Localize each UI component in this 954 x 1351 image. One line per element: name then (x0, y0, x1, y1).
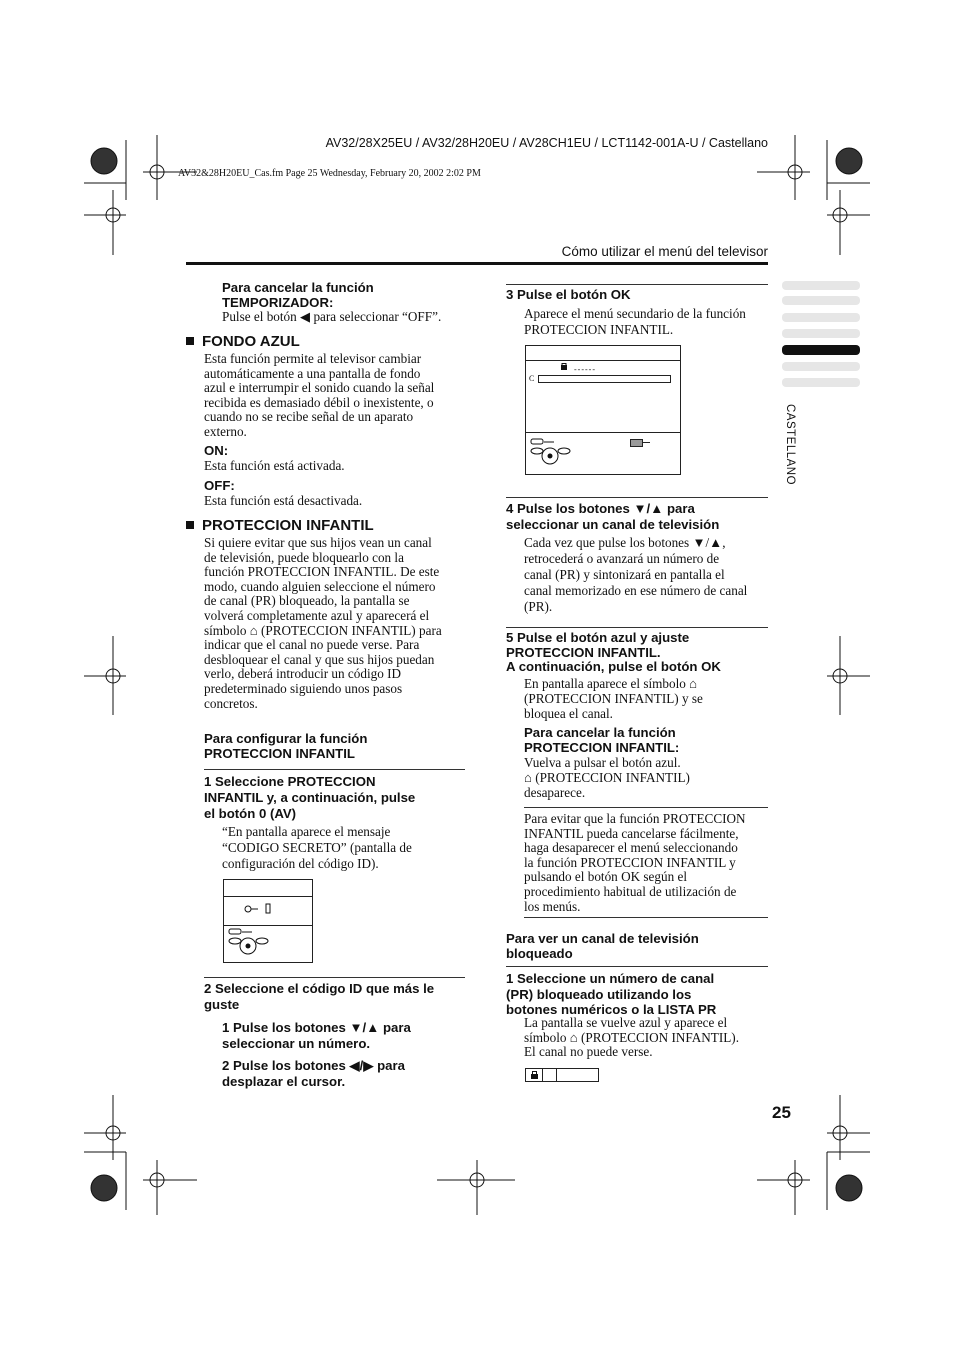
divider (204, 977, 465, 978)
view-step1-text: La pantalla se vuelve azul y aparece el símbolo ⌂ (PROTECCION INFANTIL). El canal no puede verse. (524, 1015, 739, 1060)
fondo-azul-title: FONDO AZUL (202, 333, 300, 350)
pr-dashes: ------ (574, 365, 596, 374)
divider (506, 497, 768, 498)
off-text: Esta función está desactivada. (204, 493, 363, 508)
step4-title: 4 Pulse los botones ▼/▲ para seleccionar un canal de televisión (506, 501, 720, 532)
code-id-screen (223, 879, 313, 963)
side-tab (782, 281, 860, 290)
step2-sub2: 2 Pulse los botones ◀/▶ para desplazar el cursor. (222, 1058, 405, 1089)
side-tab (782, 362, 860, 371)
proteccion-title: PROTECCION INFANTIL (202, 517, 374, 534)
remote-control-icon (530, 438, 574, 468)
divider (204, 769, 465, 770)
remote-control-icon (228, 928, 272, 958)
cancel-timer-title: Para cancelar la función TEMPORIZADOR: (222, 280, 374, 310)
proteccion-text: Si quiere evitar que sus hijos vean un canal de televisión, puede bloquearlo con la función PROTECCION INFANTIL. De este modo, cuando alguien seleccione el número de canal (PR) bloqueado, la pantalla se volverá completamente azul y aparecerá el símbolo ⌂ (PROTECCION INFANTIL) para indicar que el canal no puede verse. Para desbloquear el canal y que sus hijos puedan verlo, deberá introducir un código ID predeterminado siguiendo unos pasos concretos. (204, 535, 442, 711)
row-letter: C (529, 374, 535, 383)
side-tab (782, 296, 860, 305)
cancel-prot-title: Para cancelar la función PROTECCION INFANTIL: (524, 725, 680, 755)
selection-bar (538, 375, 671, 383)
step2-sub1: 1 Pulse los botones ▼/▲ para seleccionar un número. (222, 1020, 411, 1051)
on-text: Esta función está activada. (204, 458, 345, 473)
bullet-square-icon (186, 337, 194, 345)
view-step1-title: 1 Seleccione un número de canal (PR) bloqueado utilizando los botones numéricos o la LISTA PR (506, 971, 717, 1017)
page-number: 25 (772, 1103, 791, 1122)
blue-button-icon (630, 439, 643, 447)
step3-text: Aparece el menú secundario de la función PROTECCION INFANTIL. (524, 306, 746, 337)
side-tab (782, 378, 860, 387)
divider (524, 917, 768, 918)
note-text: Para evitar que la función PROTECCION INFANTIL pueda cancelarse fácilmente, haga desaparecer el menú seleccionando la función PROTECCION INFANTIL y pulsando el botón OK según el procedimiento habitual de utilización de los menús. (524, 811, 746, 914)
divider (506, 284, 768, 285)
step4-text: Cada vez que pulse los botones ▼/▲, retrocederá o avanzará un número de canal (PR) y sintonizará en pantalla el canal memorizado en ese número de canal (PR). (524, 535, 748, 614)
key-icon (244, 902, 284, 916)
off-label: OFF: (204, 478, 235, 493)
file-info: AV32&28H20EU_Cas.fm Page 25 Wednesday, February 20, 2002 2:02 PM (178, 168, 481, 179)
cancel-timer-text: Pulse el botón ◀ para seleccionar “OFF”. (222, 309, 442, 324)
divider (506, 966, 768, 967)
side-tab (782, 313, 860, 322)
step5-text: En pantalla aparece el símbolo ⌂ (PROTECCION INFANTIL) y se bloquea el canal. (524, 676, 703, 721)
step5-title: 5 Pulse el botón azul y ajuste PROTECCION INFANTIL. A continuación, pulse el botón OK (506, 630, 721, 675)
config-title: Para configurar la función PROTECCION INFANTIL (204, 731, 368, 761)
divider (506, 627, 768, 628)
locked-channel-indicator (525, 1068, 599, 1082)
proteccion-heading (186, 517, 374, 534)
step1-text: “En pantalla aparece el mensaje “CODIGO SECRETO” (pantalla de configuración del código ID). (222, 824, 412, 871)
on-label: ON: (204, 443, 229, 458)
step3-title: 3 Pulse el botón OK (506, 287, 631, 302)
model-header: AV32/28X25EU / AV32/28H20EU / AV28CH1EU / LCT1142-001A-U / Castellano (325, 136, 768, 150)
side-tab (782, 329, 860, 338)
header-rule (186, 262, 768, 265)
bullet-square-icon (186, 521, 194, 529)
submenu-screen (525, 345, 681, 475)
fondo-azul-heading (186, 333, 300, 350)
language-label: CASTELLANO (784, 404, 796, 486)
divider (524, 807, 768, 808)
step2-title: 2 Seleccione el código ID que más le guste (204, 981, 435, 1012)
lock-icon (560, 362, 568, 371)
fondo-azul-text: Esta función permite al televisor cambiar automáticamente a una pantalla de fondo azul e interrumpir el sonido cuando la señal recibida es demasiado débil o inexistente, o cuando no se recibe señal de un aparato externo. (204, 351, 435, 439)
lock-icon (530, 1070, 539, 1080)
view-title: Para ver un canal de televisión bloqueado (506, 931, 699, 961)
step1-title: 1 Seleccione PROTECCION INFANTIL y, a continuación, pulse el botón 0 (AV) (204, 774, 416, 821)
section-title: Cómo utilizar el menú del televisor (561, 244, 768, 259)
side-tab-active (782, 345, 860, 355)
cancel-prot-text: Vuelva a pulsar el botón azul. ⌂ (PROTECCION INFANTIL) desaparece. (524, 755, 690, 800)
